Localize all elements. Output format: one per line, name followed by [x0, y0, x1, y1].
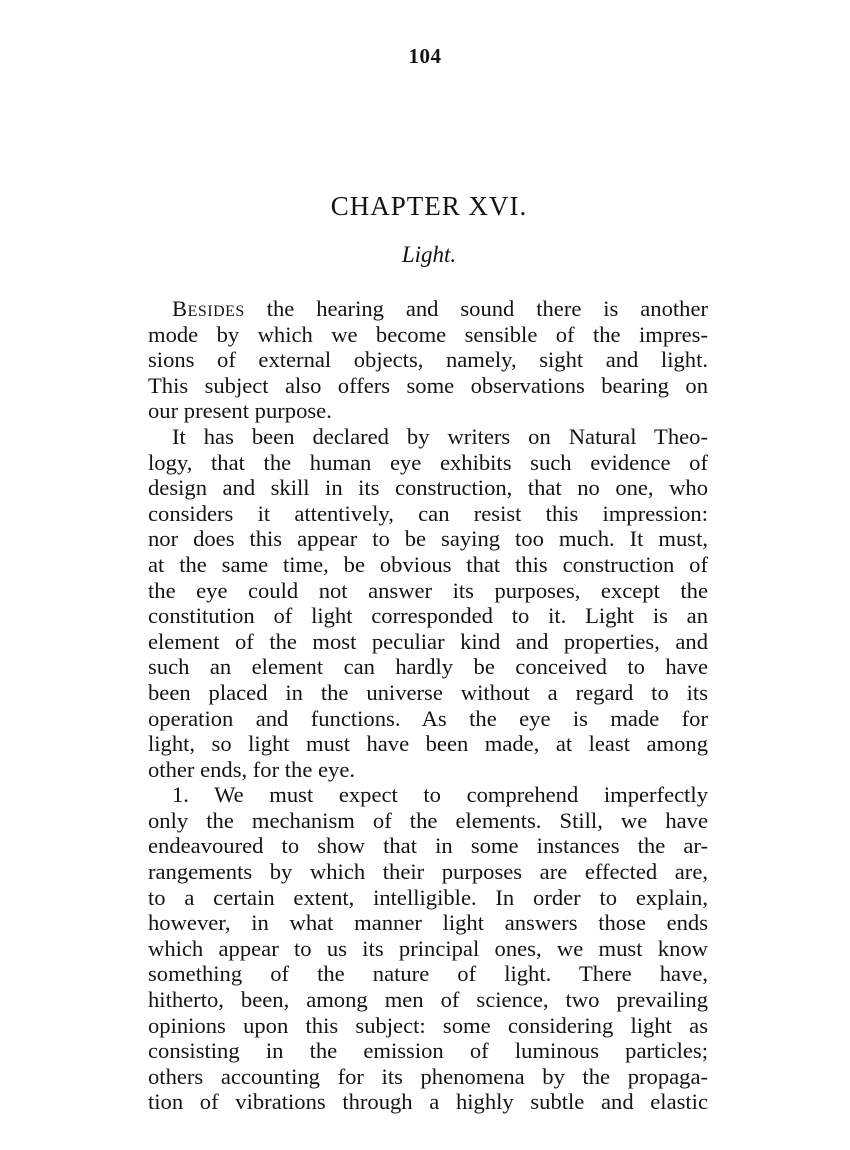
text-line: been placed in the universe without a regard to its	[148, 679, 708, 705]
text-line: to a certain extent, intelligible. In order to explain,	[148, 884, 708, 910]
text-line: something of the nature of light. There have,	[148, 961, 708, 987]
text-line: tion of vibrations through a highly subtle and elastic	[148, 1089, 708, 1115]
text-line: others accounting for its phenomena by the propaga-	[148, 1063, 708, 1089]
text-line: which appear to us its principal ones, we must know	[148, 935, 708, 961]
text-line: our present purpose.	[148, 398, 332, 424]
chapter-subtitle: Light.	[401, 242, 457, 267]
text-line: mode by which we become sensible of the impres-	[148, 321, 708, 347]
text-line: light, so light must have been made, at least among	[148, 731, 708, 757]
text-line: This subject also offers some observations bearing on	[148, 372, 708, 398]
text-line: opinions upon this subject: some considering light as	[148, 1012, 708, 1038]
drop-lead-word: Besides	[172, 296, 245, 321]
text-line: constitution of light corresponded to it. Light is an	[148, 603, 708, 629]
body-text	[148, 296, 708, 1115]
text-line: Besides the hearing and sound there is another	[172, 296, 708, 321]
text-line: sions of external objects, namely, sight and light.	[148, 347, 708, 373]
chapter-heading: CHAPTER XVI.	[330, 191, 528, 221]
text-line: however, in what manner light answers those ends	[148, 910, 708, 936]
text-line: rangements by which their purposes are effected are,	[148, 859, 708, 885]
text-line: at the same time, be obvious that this construction of	[148, 551, 708, 577]
text-line: logy, that the human eye exhibits such evidence of	[148, 449, 708, 475]
text-line: only the mechanism of the elements. Still, we have	[148, 807, 708, 833]
text-line: hitherto, been, among men of science, two prevailing	[148, 987, 708, 1013]
text-line: consisting in the emission of luminous particles;	[148, 1038, 708, 1064]
text-line: 1. We must expect to comprehend imperfectly	[172, 782, 708, 808]
text-line: the eye could not answer its purposes, except the	[148, 577, 708, 603]
paragraph	[148, 782, 708, 1115]
text-line: nor does this appear to be saying too much. It must,	[148, 526, 708, 552]
text-line: other ends, for the eye.	[148, 756, 356, 782]
text-line: element of the most peculiar kind and properties, and	[148, 628, 708, 654]
paragraph	[148, 424, 708, 782]
text-line: It has been declared by writers on Natural Theo-	[172, 423, 708, 449]
text-line: such an element can hardly be conceived to have	[148, 654, 708, 680]
text-line: considers it attentively, can resist this impression:	[148, 500, 708, 526]
text-line: operation and functions. As the eye is made for	[148, 705, 708, 731]
page-number: 104	[408, 44, 442, 68]
text-line: endeavoured to show that in some instances the ar-	[148, 833, 708, 859]
text-line: design and skill in its construction, that no one, who	[148, 475, 708, 501]
paragraph	[148, 296, 708, 424]
